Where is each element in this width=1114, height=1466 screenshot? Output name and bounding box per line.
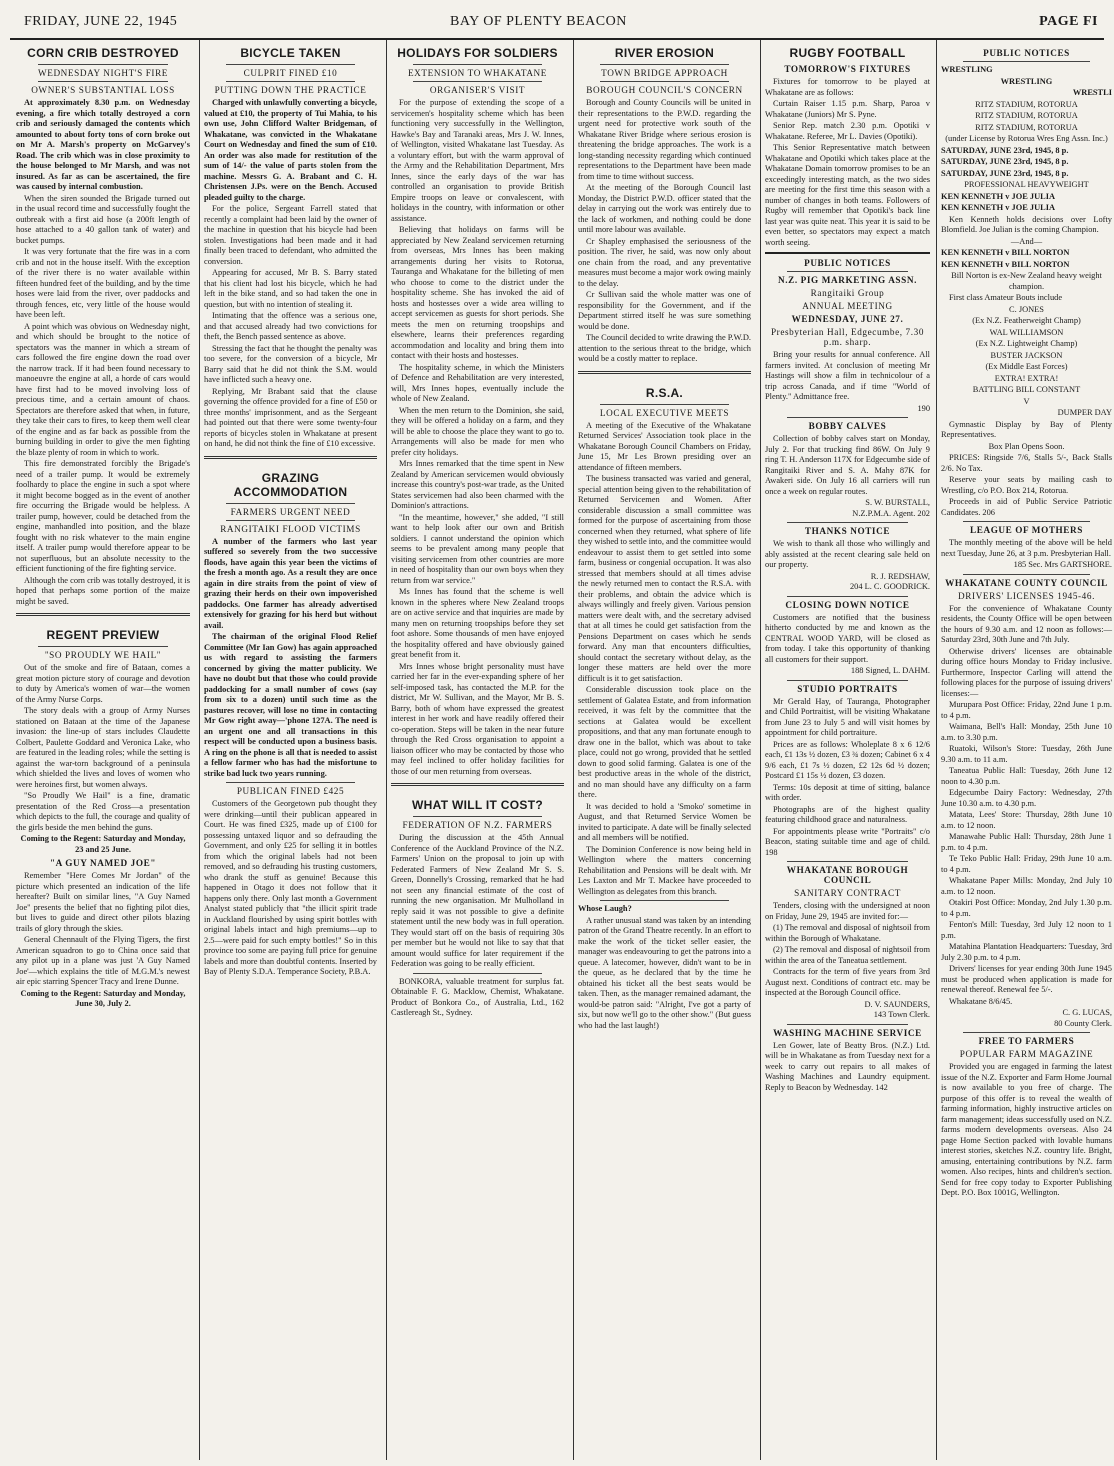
masthead-date: FRIDAY, JUNE 22, 1945 — [24, 14, 178, 29]
rsa-subhead: LOCAL EXECUTIVE MEETS — [599, 407, 730, 418]
county-notice-title: WHAKATANE COUNTY COUNCIL — [945, 577, 1108, 588]
corn-headline: CORN CRIB DESTROYED — [27, 46, 179, 60]
pig-notice-meeting: ANNUAL MEETING — [802, 301, 893, 311]
holidays-subhead-1: EXTENSION TO WHAKATANE — [407, 68, 548, 78]
wrestling-boxer-note: (Ex N.Z. Featherweight Champ) — [972, 316, 1081, 325]
wrestling-boxer-note: (Ex Middle East Forces) — [985, 362, 1068, 371]
wrestling-reserve: Reserve your seats by mailing cash to Wrestling, c/o P.O. Box 214, Rotorua. — [941, 475, 1112, 495]
river-paragraph: Cr Shapley emphasised the seriousness of the position. The river, he said, was now only about one chain from the road, and any preventative measures must become a major work owing mainly to the delay. — [578, 236, 751, 288]
pig-notice-number: 190 — [917, 403, 930, 413]
holidays-paragraph: Mrs Innes remarked that the time spent in New Zealand by American servicemen would obviously increase this country's post-war trade, as the United States servicemen had also been charmed with the Dominion's attractions. — [391, 459, 564, 510]
studio-notice-prices: Prices are as follows: Wholeplate 8 x 6 12/6 each, £1 13s ½ dozen, £3 ¾ dozen; Cabinet 6 x 4 9/6 each, £1 7s ½ dozen, £2 12s 6d ½ dozen; Postcard £1 15s ½ dozen, £3 dozen. — [765, 739, 930, 780]
thanks-notice-signature: R. J. REDSHAW, — [870, 571, 930, 581]
cost-subhead: FEDERATION OF N.Z. FARMERS — [402, 820, 553, 830]
river-subhead-2: BOROUGH COUNCIL'S CONCERN — [586, 85, 743, 95]
holidays-paragraph: Ms Innes has found that the scheme is well known in the spheres where New Zealand troops are on active service and that inquiries are made by many men on returning troopships before they set foot ashore. Some thousands of men have enjoyed the hospitality offered and have obviously gained great benefit from it. — [391, 587, 564, 659]
divider — [787, 271, 908, 272]
divider — [600, 81, 729, 82]
divider — [226, 503, 355, 504]
borough-notice-contract: Contracts for the term of five years from 3rd August next. Conditions of contract etc. may be inspected at the Borough Council office. — [765, 967, 930, 997]
wrestling-boxer: DUMPER DAY — [1057, 408, 1112, 417]
masthead-page-number: PAGE FI — [1039, 14, 1098, 29]
thanks-notice-title: THANKS NOTICE — [804, 526, 891, 536]
county-notice-item: Taneatua Public Hall: Tuesday, 26th June 12 noon to 4.30 p.m. — [941, 766, 1112, 786]
calves-notice-title: BOBBY CALVES — [808, 421, 887, 431]
bicycle-subhead-1: CULPRIT FINED £10 — [243, 68, 338, 78]
bicycle-subhead-2: PUTTING DOWN THE PRACTICE — [214, 85, 367, 95]
regent-subhead-2: "A GUY NAMED JOE" — [49, 858, 157, 868]
football-headline: RUGBY FOOTBALL — [789, 46, 906, 60]
divider — [413, 64, 542, 65]
publican-paragraph: Customers of the Georgetown pub thought they were drinking—until their publican appeared in Court. He was fined £325, made up of £100 for possessing untaxed liquor and so defrauding the Government, and only £25 for selling it in bottles from which the original labels had not been removed, and so defrauding his trusting customers, who drank the stuff as genuine! Because this happened in Otago it does not follow that it happens only there. Only last month a Government Analyst stated publicly that "the illicit spirit trade in Auckland flourished by using spirit bottles with original labels intact and high premiums—up to 2.5—were paid for such empty bottles!" So in this province too some are paying full price for genuine labels and more than doubtful contents. Inserted by Bay of Plenty S.D.A. Temperance Society, P.B.A. — [204, 799, 377, 976]
river-subhead-1: TOWN BRIDGE APPROACH — [601, 68, 728, 78]
county-notice-item: Murupara Post Office: Friday, 22nd June 1 p.m. to 4 p.m. — [941, 700, 1112, 720]
closing-notice-body: Customers are notified that the business hitherto conducted by me and known as the CENTRAL WOOD YARD, will be closed as from today. I take this opportunity of thanking all customers for their support. — [765, 612, 930, 664]
corn-paragraph: A point which was obvious on Wednesday night, and which should be brought to the notice of spectators was the manner in which a stream of cars followed the fire engine down the road over the narrow track. If it had been found necessary to manoeuvre the engine at all, a horde of cars would have first had to be moved involving loss of precious time, and a certain amount of chaos. Spectators are therefore asked that when, in future, they take their cars to fires, to keep them well clear of the engine and as far back as possible from the burning building in order to give the men fighting the blaze plenty of room in which to work. — [16, 321, 190, 457]
bicycle-paragraph: Replying, Mr Brabant said that the clause governing the offence provided for a fine of £50 or three months' imprisonment, and as the Sergeant had pointed out that there were some twenty-four reports of bicycles stolen in Whakatane at present on hand, he did not think the fine of £10 excessive. — [204, 386, 377, 448]
bicycle-paragraph: For the police, Sergeant Farrell stated that recently a complaint had been laid by the owner of the machine in question that his bicycle had been stolen. Investigations had been made and it had finally been traced to defendant, who admitted the conversion. — [204, 204, 377, 266]
corn-paragraph: It was very fortunate that the fire was in a corn crib and not in the house itself. With the exception of the river there is no water available within fifteen hundred feet of the building, and by the time hoses were laid from the river, over paddocks and through fences, etc, very little of the house would have been left. — [16, 247, 190, 319]
rsa-paragraph: The Dominion Conference is now being held in Wellington where the matters concerning Rehabilitation and Pensions will be dealt with. Mr Les Laxton and Mr T. Mackee have proceeded to Wellington as delegates from this branch. — [578, 844, 751, 896]
wrestling-date: SATURDAY, JUNE 23rd, 1945, 8 p. — [941, 145, 1069, 155]
county-notice-item: Edgecumbe Dairy Factory: Wednesday, 27th June 10.30 a.m. to 4.30 p.m. — [941, 788, 1112, 808]
columns — [12, 40, 1112, 1460]
wrestling-versus: V — [1023, 396, 1030, 406]
divider — [787, 680, 908, 681]
regent-paragraph: Remember "Here Comes Mr Jordan" of the picture which presented an indication of the life hereafter? Built on similar lines, "A Guy Named Joe" presents the belief that no fighting pilot dies, but lives to guide and direct other pilots blazing trails of glory through the skies. — [16, 871, 190, 933]
grazing-paragraph: The chairman of the original Flood Relief Committee (Mr Ian Gow) has again approached us with regard to assisting the farmers concerned by giving the matter publicity. We have no doubt but that those who could provide paddocking for a small number of cows (say from six to a dozen) until such time as the pastures recover, will lose no time in contacting Mr Gow right away—'phone 127A. The need is an urgent one and all transactions in this respect will be conducted upon a business basis. A ring on the phone is all that is needed to assist a fellow farmer who has had the misfortune to strike bad luck two years running. — [204, 632, 377, 778]
wrestling-gymnastic: Gymnastic Display by Bay of Plenty Representatives. — [941, 419, 1112, 439]
washing-notice-body: Len Gower, late of Beatty Bros. (N.Z.) Ltd. will be in Whakatane as from Tuesday next for a week to carry out repairs to all makes of Washing Machines and Laundry equipment. Reply to Beacon by Wednesday. 142 — [765, 1040, 930, 1092]
wrestling-line: WRESTLI — [1072, 88, 1112, 97]
divider — [226, 81, 355, 82]
divider — [600, 900, 729, 901]
divider — [600, 404, 729, 405]
county-notice-body: Drivers' licenses for year ending 30th June 1945 must be produced when application is made for renewal thereof. Renewal fee 5/-. — [941, 964, 1112, 994]
wrestling-boxer: BUSTER JACKSON — [990, 350, 1063, 360]
regent-paragraph: Out of the smoke and fire of Bataan, comes a great motion picture story of courage and devotion to duty by America's women of war—the women of the Army Nurse Corps. — [16, 663, 190, 704]
grazing-headline: GRAZING ACCOMMODATION — [233, 470, 348, 499]
divider — [413, 816, 542, 817]
county-notice-item: Waimana, Bell's Hall: Monday, 25th June 10 a.m. to 3.30 p.m. — [941, 722, 1112, 742]
divider — [787, 522, 908, 523]
calves-notice-signature: S. W. BURSTALL, — [865, 498, 930, 507]
grazing-lead: A number of the farmers who last year suffered so severely from the two successive floods, have again this year been the victims of the fresh a month ago. As a result they are once again in dire straits from the point of view of grazing their herds on their own impoverished paddocks. One farmer has already advertised extensively for grazing for his herd but without avail. — [204, 536, 377, 630]
column-5 — [760, 40, 934, 1460]
divider — [787, 1024, 908, 1025]
county-notice-item: Ruatoki, Wilson's Store: Tuesday, 26th June 9.30 a.m. to 11 a.m. — [941, 744, 1112, 764]
rsa-headline: R.S.A. — [645, 385, 684, 400]
washing-notice-title: WASHING MACHINE SERVICE — [773, 1027, 922, 1038]
wrestling-venue: RITZ STADIUM, ROTORUA — [975, 99, 1078, 109]
bicycle-lead: Charged with unlawfully converting a bicycle, valued at £10, the property of Tui Mahia, to his own use, John Clifford Walter Bridgeman, of Whakatane, was convicted in the Whakatane Court on Wednesday and fined the sum of £10. An order was also made for restitution of the sum of 14/- the value of parts stolen from the machine. Messrs G. A. Brabant and C. H. Christensen J.Ps. were on the Bench. Accused pleaded guilty to the charge. — [204, 98, 377, 202]
pig-notice-group: Rangitaiki Group — [810, 288, 885, 298]
rsa-paragraph: It was decided to hold a 'Smoko' sometime in August, and that Returned Service Women be invited to participate. A date will be finally selected and all members will be notified. — [578, 801, 751, 842]
section-divider — [578, 371, 751, 380]
wrestling-proceeds: Proceeds in aid of Public Service Patriotic Candidates. 206 — [941, 497, 1112, 517]
column-3 — [386, 40, 568, 1460]
holidays-paragraph: Mrs Innes whose bright personality must have carried her far in the ever-expanding sphere of her self-imposed task, has contacted the M.P. for the district, Mr W. Sullivan, and the Mayor, Mr B. S. Barry, both of whom have expressed the greatest interest in her work and have readily offered their co-operation. Steps will be taken in the near future through the Red Cross organisation to appoint a liaison officer who may be contacted by those who may feel inclined to offer holiday facilities for those of our men returning from overseas. — [391, 661, 564, 776]
mothers-notice-title: LEAGUE OF MOTHERS — [970, 525, 1083, 535]
wrestling-note: Bill Norton is ex-New Zealand heavy weight champion. — [951, 271, 1102, 291]
wrestling-bout: KEN KENNETH v BILL NORTON — [941, 259, 1070, 269]
corn-paragraph: Although the corn crib was totally destroyed, it is hoped that perhaps some portion of the maize might be saved. — [16, 575, 190, 606]
studio-notice-body: Mr Gerald Hay, of Tauranga, Photographer and Child Portraitist, will be visiting Whakatane from June 23 to July 5 and will visit homes by appointment for child portraiture. — [765, 696, 930, 737]
bicycle-paragraph: Appearing for accused, Mr B. S. Barry stated that his client had lost his bicycle, which he had left in the bike stand, and so had taken the one in question, but with no intention of stealing it. — [204, 268, 377, 309]
regent-paragraph: The story deals with a group of Army Nurses stationed on Bataan at the time of the Japanese invasion: the line-up of stars includes Claudette Colbert, Paulette Goddard and Veronica Lake, who are featured in the leading roles; while the setting is against the war-torn background of a peninsula which shielded the lives and loves of women who were heroines first, but women always. — [16, 706, 190, 789]
holidays-paragraph: When the men return to the Dominion, she said, they will be offered a holiday on a farm, and they will be able to choose the place they want to go to. Arrangements will also be made for men who prefer city holidays. — [391, 405, 564, 457]
regent-coming-1: Coming to the Regent: Saturday and Monday, 23 and 25 June. — [20, 834, 186, 854]
divider — [38, 646, 168, 647]
wrestling-venue: RITZ STADIUM, ROTORUA — [975, 111, 1078, 120]
public-notices-headline: PUBLIC NOTICES — [804, 258, 891, 268]
corn-subhead-1: WEDNESDAY NIGHT'S FIRE — [37, 68, 169, 78]
divider — [38, 64, 168, 65]
divider — [38, 81, 168, 82]
regent-paragraph: General Chennault of the Flying Tigers, the first American squadron to go to China once said that any pilot up in a plane was just 'A Guy Named Joe'—which explains the title of M.G.M.'s newest air epic starring Spencer Tracy and Irene Dunne. — [16, 935, 190, 986]
county-notice-item: Whakatane Paper Mills: Monday, 2nd July 10 a.m. to 12 noon. — [941, 876, 1112, 896]
closing-notice-signature: 188 Signed, L. DAHM. — [850, 666, 930, 675]
divider — [600, 64, 729, 65]
mothers-notice-signature: 185 Sec. Mrs GARTSHORE. — [1013, 560, 1112, 569]
wrestling-bout: KEN KENNETH v JOE JULIA — [941, 191, 1056, 201]
public-notices-headline-2: PUBLIC NOTICES — [983, 48, 1070, 58]
holidays-paragraph: The hospitality scheme, in which the Ministers of Defence and Rehabilitation are very interested, will, Mrs Innes hopes, eventually include the whole of New Zealand. — [391, 362, 564, 403]
wrestling-boxer: BATTLING BILL CONSTANT — [972, 385, 1081, 394]
farm-notice-subtitle: POPULAR FARM MAGAZINE — [959, 1049, 1094, 1059]
calves-notice-body: Collection of bobby calves start on Monday, July 2. For that trucking find 86W. On July 9 ring T. H. Anderson 117X for Edgecumbe side of Rangitaiki River and S. A. Mahy 87K for Awakeri side. On July 16 all carriers will run once a week on regular routes. — [765, 434, 930, 496]
wrestling-line: WRESTLING — [941, 65, 993, 74]
grazing-subhead-2: RANGITAIKI FLOOD VICTIMS — [220, 523, 361, 534]
closing-notice-title: CLOSING DOWN NOTICE — [785, 599, 910, 610]
bonkora-advertisement: BONKORA, valuable treatment for surplus fat. Obtainable F. G. Macklow, Chemist, Whakatane. Product of Bonkora Co., of Australia, Ltd., 162 Castlereagh St., Sydney. — [391, 976, 564, 1017]
studio-notice-appointments: For appointments please write "Portraits" c/o Beacon, stating suitable time and age of child. 198 — [765, 826, 930, 857]
wrestling-date: SATURDAY, JUNE 23rd, 1945, 8 p. — [941, 168, 1069, 178]
whose-laugh-heading: Whose Laugh? — [578, 904, 632, 913]
wrestling-box-plan: Box Plan Opens Soon. — [988, 441, 1065, 451]
divider — [963, 61, 1090, 62]
wrestling-extra: EXTRA! EXTRA! — [994, 373, 1059, 383]
bicycle-paragraph: Intimating that the offence was a serious one, and that accused already had two convictions for theft, the Bench passed sentence as above. — [204, 311, 377, 341]
corn-subhead-2: OWNER'S SUBSTANTIAL LOSS — [31, 85, 175, 95]
cost-paragraph: During the discussion at the 45th Annual Conference of the Auckland Province of the N.Z. Farmers' Union on the proposal to join up with Federated Farmers of New Zealand Mr S. S. Green, Donnelly's Crossing, remarked that he had not seen any financial estimate of the cost of running the new organisation. Mr Mulholland in reply said it was not possible to give a definite statement until the new body was in full operation. They would start off on the basis of requiring 30s per member but he would not like to say that that amount would suffice for later requirement if the Federation was going to be really efficient. — [391, 833, 564, 968]
column-4 — [573, 40, 755, 1460]
regent-coming-2: Coming to the Regent: Saturday and Monday, June 30, July 2. — [20, 988, 186, 1008]
borough-notice-title: WHAKATANE BOROUGH COUNCIL — [786, 865, 909, 885]
county-notice-signature: C. G. LUCAS, — [1062, 1008, 1112, 1017]
corn-paragraph: This fire demonstrated forcibly the Brigade's need of a trailer pump. It would be extremely foolhardy to place the engine in such a spot where it might become bogged as in the event of another fire occurring the Brigade would be helpless. A trailer pump, however, could be detached from the engine, manhandled into position, and the blaze fought with no risk whatever to the main engine itself. A trailer pump would therefore appear to be not superfluous, but an absolute necessity to the efficient functioning of the fire fighting service. — [16, 459, 190, 573]
divider — [413, 973, 542, 974]
grazing-subhead-1: FARMERS URGENT NEED — [230, 506, 351, 517]
wrestling-amateur: First class Amateur Bouts include — [949, 293, 1063, 302]
studio-notice-quality: Photographs are of the highest quality featuring childhood grace and naturalness. — [765, 804, 930, 824]
football-paragraph: Curtain Raiser 1.15 p.m. Sharp, Paroa v Whakatane (Juniors) Mr S. Pyne. — [765, 99, 930, 119]
public-notices — [765, 252, 930, 1093]
studio-notice-terms: Terms: 10s deposit at time of sitting, balance with order. — [765, 782, 930, 802]
river-paragraph: Cr Sullivan said the whole matter was one of responsibility for the Government, and if the Department stirred itself he was sure something would be done. — [578, 290, 751, 331]
divider — [963, 574, 1090, 575]
thanks-notice-body: We wish to thank all those who willingly and ably assisted at the recent clearing sale held on our property. — [765, 539, 930, 569]
wrestling-bout: KEN KENNETH v BILL NORTON — [941, 248, 1070, 257]
column-1 — [12, 40, 194, 1460]
regent-headline: REGENT PREVIEW — [46, 628, 160, 642]
holidays-headline: HOLIDAYS FOR SOLDIERS — [397, 46, 558, 60]
county-notice-body: Otherwise drivers' licenses are obtainable during office hours Monday to Friday inclusive. Furthermore, Inspector Carling will attend the following places for the purpose of issuing drivers' licenses:— — [941, 646, 1112, 698]
bicycle-paragraph: Stressing the fact that he thought the penalty was too severe, for the conversion of a bicycle, Mr Barry said that he did not think the S.M. would have inflicted such a heavy one. — [204, 343, 377, 384]
bicycle-headline: BICYCLE TAKEN — [240, 46, 341, 60]
county-notice-subtitle: DRIVERS' LICENSES 1945-46. — [958, 590, 1095, 601]
county-notice-dateline: Whakatane 8/6/45. — [949, 996, 1013, 1006]
wrestling-license: (under License by Rotorua Wres Eng Assn. Inc.) — [945, 134, 1108, 143]
holidays-subhead-2: ORGANISER'S VISIT — [429, 85, 526, 95]
county-notice-signature-2: 80 County Clerk. — [1054, 1018, 1112, 1028]
wrestling-venue: RITZ STADIUM, ROTORUA — [975, 122, 1078, 132]
masthead — [10, 2, 1104, 40]
football-subhead: TOMORROW'S FIXTURES — [784, 64, 911, 74]
divider — [787, 861, 908, 862]
wrestling-note: Ken Kenneth holds decisions over Lofty Blomfield. Joe Julian is the coming Champion. — [941, 214, 1112, 234]
county-notice-item: Matahina Plantation Headquarters: Tuesday, 3rd July 2.30 p.m. to 4 p.m. — [941, 942, 1112, 962]
borough-notice-subtitle: SANITARY CONTRACT — [794, 888, 901, 898]
publican-subhead: PUBLICAN FINED £425 — [236, 786, 345, 796]
wrestling-class: PROFESSIONAL HEAVYWEIGHT — [964, 180, 1089, 189]
county-notice-item: Matata, Lees' Store: Thursday, 28th June 10 a.m. to 12 noon. — [941, 810, 1112, 830]
column-6 — [936, 40, 1114, 1460]
wrestling-and: —And— — [1010, 236, 1043, 246]
section-divider — [391, 783, 564, 792]
regent-subhead-1: "SO PROUDLY WE HAIL" — [44, 650, 162, 660]
wrestling-date: SATURDAY, JUNE 23rd, 1945, 8 p. — [941, 157, 1069, 166]
whose-laugh-paragraph: A rather unusual stand was taken by an intending patron of the Grand Theatre recently. In an effort to make the work of the ticket seller easier, the manager was endeavouring to get the patrons into a queue. A latecomer, however, didn't want to be in the queue, as he declared that by the time he obtained his ticket all the best seats would be taken. Then, as the manager remained adamant, the would-be patron said: "Alright, I've got a party of six, but now we'll go to the other show." (But guess who had the last laugh!) — [578, 915, 751, 1030]
river-headline: RIVER EROSION — [614, 46, 715, 60]
river-paragraph: Borough and County Councils will be united in their representations to the P.W.D. regarding the urgent need for protective work south of the Whakatane River Bridge where serious erosion is threatening the bridge approaches. The work is a long-standing necessity regarding which continued representations to the Department have been made from time to time without success. — [578, 98, 751, 181]
pig-notice-venue: Presbyterian Hall, Edgecumbe, 7.30 p.m. sharp. — [770, 327, 925, 347]
farm-notice-body: Provided you are engaged in farming the latest issue of the N.Z. Exporter and Farm Home Journal is now available to you free of charge. The purpose of this offer is to reveal the wealth of farming information, highly instructive articles on farm management; ideas successfully used on N.Z. farms modern developments overseas. Also 24 page Home Section packed with lovable humans interest stories, sketches N.Z. country life. Bright, amusing, entertaining contributions by N.Z. farm women. Also recipes, hints and children's section. Send for free copy today to Exporter Publishing Dept. P.O. Box 1001G, Wellington. — [941, 1062, 1112, 1197]
borough-notice-item-2: (2) The removal and disposal of nightsoil from within the area of the Taneatua settlement. — [765, 945, 930, 965]
rsa-paragraph: A meeting of the Executive of the Whakatane Returned Services' Association took place in the Whakatane Borough Council Chambers on Friday, June 15, Mr Les Brown presiding over an attendance of fifteen members. — [578, 420, 751, 472]
rsa-paragraph: Considerable discussion took place on the settlement of Galatea Estate, and from information received, it was felt by the committee that the sections at Galatea would be excellent propositions, and that any man fortunate enough to draw one in the ballot, which was about to take place, could not go wrong, provided that he settled down to good solid farming. Galatea is one of the best productive areas in the whole of the district, and no man should have any difficulty on a farm there. — [578, 685, 751, 799]
holidays-paragraph: For the purpose of extending the scope of a servicemen's hospitality scheme which has been functioning very successfully in the Wellington, Hawke's Bay and Taranaki areas, Mrs J. W. Innes, of Wellington, visited Whakatane last Tuesday. As a voluntary effort, but with the warm approval of the Army and the Rehabilitation Department, Mrs Innes, since the early days of the war has controlled an organisation to provide British Empire troops on leave or convalescent, with holidays in the country, with information or other assistance. — [391, 98, 564, 223]
divider — [226, 64, 355, 65]
county-notice-item: Manawahe Public Hall: Thursday, 28th June 1 p.m. to 4 p.m. — [941, 832, 1112, 852]
borough-notice-signature: D. V. SAUNDERS, — [864, 999, 930, 1009]
wrestling-boxer: C. JONES — [1009, 304, 1044, 314]
thanks-notice-signature-2: 204 L. C. GOODRICK. — [849, 582, 930, 591]
calves-notice-agent: N.Z.P.M.A. Agent. 202 — [852, 508, 930, 518]
county-notice-item: Te Teko Public Hall: Friday, 29th June 10 a.m. to 4 p.m. — [941, 854, 1112, 874]
football-paragraph: Fixtures for tomorrow to be played at Whakatane are as follows: — [765, 77, 930, 97]
wrestling-prices: PRICES: Ringside 7/6, Stalls 5/-, Back Stalls 2/6. No Tax. — [941, 453, 1112, 473]
pig-notice-date: WEDNESDAY, JUNE 27. — [791, 314, 904, 324]
county-notice-item: Otakiri Post Office: Monday, 2nd July 1.30 p.m. to 4 p.m. — [941, 898, 1112, 918]
borough-notice-signature-2: 143 Town Clerk. — [873, 1010, 930, 1019]
section-divider — [16, 613, 190, 622]
football-paragraph: This Senior Representative match between Whakatane and Opotiki which takes place at the Whakatane Domain tomorrow promises to be an exceedingly interesting match, as the two sides are meeting for the first time this season with a number of changes in both teams. Followers of Rugby will remember that Opotiki's back line last year was quite neat. This year it is said to be even better, so spectators may expect a match worth seeing. — [765, 143, 930, 247]
borough-notice-item-1: (1) The removal and disposal of nightsoil from within the Borough of Whakatane. — [765, 923, 930, 943]
divider — [963, 1032, 1090, 1033]
divider — [226, 782, 355, 783]
regent-paragraph: "So Proudly We Hail" is a fine, dramatic presentation of the Red Cross—a presentation which depicts to the full, the courage and quality of the girls beside the men behind the guns. — [16, 791, 190, 832]
river-paragraph: At the meeting of the Borough Council last Monday, the District P.W.D. officer stated that the delay in carrying out the work was entirely due to the lack of workmen, and nothing could be done until more labour was available. — [578, 183, 751, 234]
football-paragraph: Senior Rep. match 2.30 p.m. Opotiki v Whakatane. Referee, Mr L. Davies (Opotiki). — [765, 121, 930, 141]
corn-lead: At approximately 8.30 p.m. on Wednesday evening, a fire which totally destroyed a corn crib and seriously damaged the contents which amounted to about forty tons of corn broke out on Mr A. Marsh's property on McGarvey's Road. The crib which was in close proximity to the house belonged to Mr Marsh, and was not insured. As far as can be ascertained, the fire was caused by internal combustion. — [16, 98, 190, 191]
divider — [787, 417, 908, 418]
pig-notice-title: N.Z. PIG MARKETING ASSN. — [778, 275, 917, 285]
wrestling-bout: KEN KENNETH v JOE JULIA — [941, 203, 1056, 212]
section-divider — [204, 456, 377, 465]
pig-notice-body: Bring your results for annual conference. All farmers invited. At conclusion of meeting Mr Hastings will show a film in technicolour of a trip across Canada, and if time "World of Plenty." Admittance free. — [765, 350, 930, 401]
studio-notice-title: STUDIO PORTRAITS — [797, 683, 898, 694]
holidays-paragraph: Believing that holidays on farms will be appreciated by New Zealand servicemen returning from overseas, Mrs Innes has been making arrangements during her visits to Rotorua, Tauranga and Whakatane for the billeting of men who choose to come to the district under the hospitality scheme. She has invoked the aid of hosts and hostesses over a wide area willing to accept servicemen as guests for short periods. She meets the men on returning troopships and elsewhere, learns their preferences regarding accommodation and locality and bring them into contact with their hosts and hostesses. — [391, 225, 564, 360]
borough-notice-body: Tenders, closing with the undersigned at noon on Friday, June 29, 1945 are invited for:— — [765, 901, 930, 921]
cost-headline: WHAT WILL IT COST? — [412, 798, 543, 812]
farm-notice-title: FREE TO FARMERS — [978, 1036, 1075, 1046]
divider — [963, 521, 1090, 522]
holidays-paragraph: "In the meantime, however," she added, "I still want to help look after our own and British soldiers. I cannot understand the opinion which seems to be prevalent among many people that visiting servicemen from other countries are more in need of hospitality than our own boys when they return from war service." — [391, 512, 564, 585]
masthead-paper-name: BAY OF PLENTY BEACON — [450, 14, 627, 29]
rsa-paragraph: The business transacted was varied and general, special attention being given to the rehabilitation of Returned Servicemen and Women. After considerable discussion a small committee was formed for the purpose of ascertaining from those concerned when they returned, what sphere of life they wished to settle into, and the committee would endeavour to assist them to get settled into some farm, business or congenial occupation. It was also stressed that members should at all times advise the newly returned men to contact the R.S.A. with their problems, and obtain the advice which is always willingly and freely given. Various pension matters were dealt with, and the secretary advised that at all times he could get satisfaction from the Pensions Department on cases which he sends forward. Any man that encounters difficulties, should contact the secretary without delay, as the longer these matters are held over the more difficult is it to get satisfaction. — [578, 474, 751, 683]
wrestling-boxer-note: (Ex N.Z. Lightweight Champ) — [975, 339, 1078, 348]
divider — [787, 596, 908, 597]
county-notice-body: For the convenience of Whakatane County residents, the County Office will be open between the hours of 9.30 a.m. and 12 noon as follows:—Saturday 23rd, 30th June and 7th July. — [941, 603, 1112, 644]
divider — [413, 81, 542, 82]
column-2 — [199, 40, 381, 1460]
divider — [226, 520, 355, 521]
county-notice-item: Fenton's Mill: Tuesday, 3rd July 12 noon to 1 p.m. — [941, 920, 1112, 940]
corn-paragraph: When the siren sounded the Brigade turned out in the usual record time and successfully fought the outbreak with a first aid hose (a 200ft length of hose attached to a 40 gallon tank of water) and bucket pumps. — [16, 193, 190, 245]
mothers-notice-body: The monthly meeting of the above will be held next Tuesday, June 26, at 3 p.m. Presbyterian Hall. — [941, 538, 1112, 558]
river-paragraph: The Council decided to write drawing the P.W.D. attention to the serious threat to the bridge, which would be a costly matter to replace. — [578, 333, 751, 363]
wrestling-boxer: WAL WILLIAMSON — [989, 327, 1064, 337]
wrestling-line: WRESTLING — [1000, 76, 1053, 86]
